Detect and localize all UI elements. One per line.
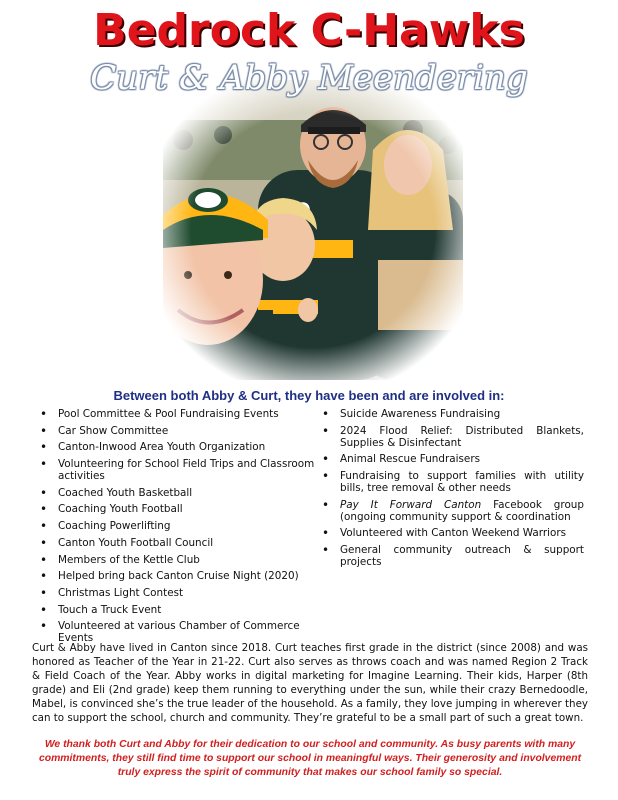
list-item: • 2024 Flood Relief: Distributed Blankets, Supplies & Disinfectant: [322, 425, 584, 449]
list-item: • Volunteered at various Chamber of Commerce Events: [40, 620, 316, 644]
list-item: • Touch a Truck Event: [40, 604, 316, 616]
page-title: Bedrock C-Hawks: [93, 5, 525, 56]
family-photo: [163, 80, 463, 380]
list-item: • Animal Rescue Fundraisers: [322, 453, 584, 465]
list-item: • Coaching Powerlifting: [40, 520, 316, 532]
list-item: • Members of the Kettle Club: [40, 554, 316, 566]
list-item: • Volunteering for School Field Trips and Classroom activities: [40, 458, 316, 482]
list-item: • Coached Youth Basketball: [40, 487, 316, 499]
facebook-group-name: Pay It Forward Canton: [340, 498, 482, 511]
list-item: • Canton-Inwood Area Youth Organization: [40, 441, 316, 453]
list-item: • Fundraising to support families with utility bills, tree removal & other needs: [322, 470, 584, 494]
list-item: • Car Show Committee: [40, 425, 316, 437]
list-item: • Volunteered with Canton Weekend Warriors: [322, 527, 584, 539]
list-item: • Christmas Light Contest: [40, 587, 316, 599]
facebook-group-description: Facebook group (ongoing community support & coordination: [340, 498, 584, 523]
list-item: • Pool Committee & Pool Fundraising Events: [40, 408, 316, 420]
bio-paragraph: Curt & Abby have lived in Canton since 2018. Curt teaches first grade in the district (since 2008) and was honored as Teacher of the Year in 21-22. Curt also serves as throws coach and was named Region 2 Track & Field Coach of the Year. Abby works in digital marketing for Imagine Learning. Their kids, Harper (8th grade) and Eli (2nd grade) keep them running to everything under the sun, while their crazy Bernedoodle, Mabel, is convinced she’s the true leader of the household. As a family, they love jumping in wherever they can to support the school, church and community. They’re grateful to be a small part of such a great town.: [32, 642, 588, 724]
list-item: • Coaching Youth Football: [40, 503, 316, 515]
list-item: • Canton Youth Football Council: [40, 537, 316, 549]
list-item: • Helped bring back Canton Cruise Night (2020): [40, 570, 316, 582]
thank-you-message: We thank both Curt and Abby for their dedication to our school and community. As busy parents with many commitments, they still find time to support our school in meaningful ways. Their generosity and involvement truly express the spirit of community that makes our school family so special.: [38, 739, 582, 778]
list-item: • Suicide Awareness Fundraising: [322, 408, 584, 420]
page-subtitle: Curt & Abby Meendering: [90, 58, 528, 98]
involvement-heading: Between both Abby & Curt, they have been and are involved in:: [113, 388, 505, 403]
list-item-facebook-group: [322, 499, 584, 523]
involvement-list-left: [40, 408, 316, 649]
involvement-list-right: [322, 408, 584, 573]
list-item: • General community outreach & support projects: [322, 544, 584, 568]
